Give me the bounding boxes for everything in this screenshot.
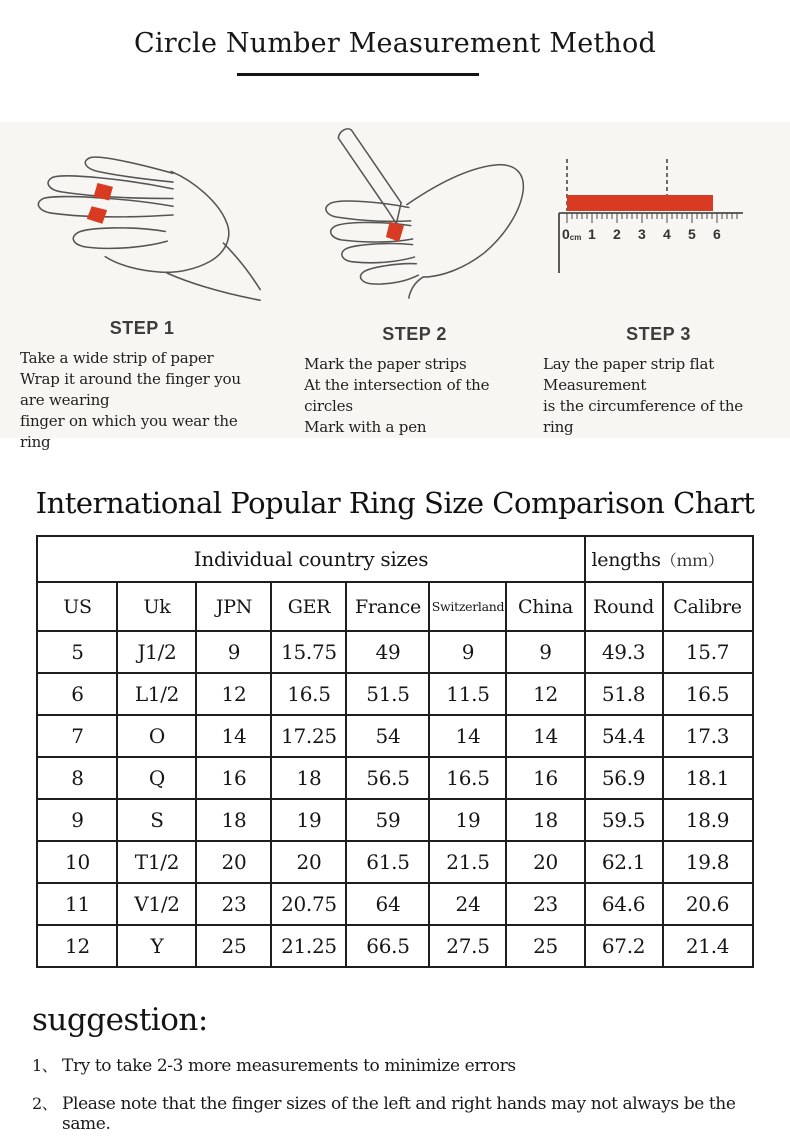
size-row [37,757,752,799]
size-cell: 56.9 [585,757,663,799]
suggestion-item-2-text: Please note that the finger sizes of the left and right hands may not always be the same. [62,1094,736,1134]
col-header-jpn: JPN [196,582,271,631]
size-cell: 59.5 [585,799,663,841]
svg-text:6: 6 [712,226,721,242]
suggestion-item-1-text: Try to take 2-3 more measurements to minimize errors [62,1056,516,1076]
pen-marking-icon [304,122,525,314]
size-cell: 49 [346,631,429,673]
size-cell: 20 [196,841,271,883]
size-cell: 19 [429,799,506,841]
table-body [37,631,752,967]
svg-text:2: 2 [612,226,621,242]
hand-with-paper-strip-illustration [20,122,264,308]
size-cell: 14 [196,715,271,757]
lengths-label: lengths [591,548,661,571]
page-title: Circle Number Measurement Method [134,28,656,59]
table-group-header-row [37,536,752,582]
hand-outline-icon [20,122,264,308]
page-header [0,0,790,76]
size-cell: 18 [506,799,584,841]
size-cell: 54 [346,715,429,757]
size-cell: 16.5 [663,673,753,715]
size-cell: 16.5 [429,757,506,799]
size-cell: 20.6 [663,883,753,925]
col-header-switzerland: Switzerland [429,582,506,631]
size-cell: 20 [506,841,584,883]
paper-strip-flat [567,195,713,211]
size-row [37,883,752,925]
size-cell: 49.3 [585,631,663,673]
size-cell: 5 [37,631,117,673]
ruler-icon [545,143,773,293]
size-cell: Y [117,925,196,967]
size-cell: 21.25 [271,925,346,967]
step-3-column [535,122,784,438]
size-cell: 14 [506,715,584,757]
size-cell: 27.5 [429,925,506,967]
size-cell: O [117,715,196,757]
size-cell: 20.75 [271,883,346,925]
hand-marking-with-pen-illustration [304,122,525,314]
size-row [37,673,752,715]
step-1-line-2: Wrap it around the finger you are wearing [20,370,241,409]
size-cell: 19.8 [663,841,753,883]
ruler-ticks [567,213,737,223]
step-3-line-2: Measurement [543,376,647,394]
size-cell: 67.2 [585,925,663,967]
col-header-china: China [506,582,584,631]
size-cell: 9 [37,799,117,841]
size-cell: 16 [506,757,584,799]
step-3-text [543,354,774,438]
size-cell: S [117,799,196,841]
step-2-line-3: Mark with a pen [304,418,427,436]
step-2-column [286,122,535,438]
col-header-france: France [346,582,429,631]
step-1-column [6,122,286,451]
size-row [37,799,752,841]
suggestion-item-2-number: 2、 [32,1094,58,1113]
size-cell: 15.75 [271,631,346,673]
size-cell: J1/2 [117,631,196,673]
size-cell: 9 [506,631,584,673]
col-header-ger: GER [271,582,346,631]
size-cell: 25 [196,925,271,967]
size-cell: 51.8 [585,673,663,715]
title-underline [237,73,479,76]
step-2-line-1: Mark the paper strips [304,355,467,373]
group-header-country-sizes: Individual country sizes [37,536,584,582]
size-row [37,841,752,883]
size-cell: 18.1 [663,757,753,799]
paper-strip-mark-bottom [87,206,107,223]
size-cell: 62.1 [585,841,663,883]
suggestion-item-2 [32,1091,770,1134]
step-1-line-1: Take a wide strip of paper [20,349,214,367]
size-cell: 16 [196,757,271,799]
size-cell: 12 [196,673,271,715]
svg-text:3: 3 [637,226,646,242]
size-cell: 8 [37,757,117,799]
size-cell: 64 [346,883,429,925]
svg-text:5: 5 [687,226,696,242]
size-cell: 23 [506,883,584,925]
ruler-numbers [562,226,721,242]
size-cell: 18.9 [663,799,753,841]
size-cell: 7 [37,715,117,757]
size-cell: 23 [196,883,271,925]
step-2-line-2: At the intersection of the circles [304,376,490,415]
size-cell: L1/2 [117,673,196,715]
size-cell: 12 [506,673,584,715]
comparison-chart-title: International Popular Ring Size Comparison Chart [35,486,755,520]
col-header-us: US [37,582,117,631]
size-cell: 56.5 [346,757,429,799]
size-cell: 11.5 [429,673,506,715]
step-3-label: STEP 3 [626,324,691,344]
size-row [37,925,752,967]
suggestion-item-1-number: 1、 [32,1056,58,1075]
suggestion-title: suggestion: [32,1002,208,1038]
size-cell: 6 [37,673,117,715]
size-cell: V1/2 [117,883,196,925]
size-cell: 16.5 [271,673,346,715]
ruler-measurement-illustration [543,122,774,314]
svg-text:0cm: 0cm [561,226,581,242]
ring-size-table [36,535,753,968]
size-cell: 25 [506,925,584,967]
svg-text:4: 4 [662,226,671,242]
size-cell: 64.6 [585,883,663,925]
group-header-lengths [585,536,753,582]
col-header-round: Round [585,582,663,631]
size-cell: 24 [429,883,506,925]
size-cell: 15.7 [663,631,753,673]
suggestion-item-1 [32,1053,770,1076]
size-cell: 9 [429,631,506,673]
size-cell: 54.4 [585,715,663,757]
step-1-line-3: finger on which you wear the ring [20,412,238,451]
suggestion-section [32,1002,770,1134]
step-3-line-1: Lay the paper strip flat [543,355,715,373]
size-cell: 17.3 [663,715,753,757]
size-cell: 59 [346,799,429,841]
size-cell: T1/2 [117,841,196,883]
svg-text:1: 1 [587,226,596,242]
size-cell: 9 [196,631,271,673]
size-cell: 21.5 [429,841,506,883]
lengths-unit: （ｍｍ） [660,550,724,570]
size-cell: 10 [37,841,117,883]
measurement-steps-band [0,122,790,451]
step-3-line-3: is the circumference of the ring [543,397,743,436]
size-cell: 51.5 [346,673,429,715]
size-row [37,715,752,757]
size-cell: 19 [271,799,346,841]
size-cell: 18 [271,757,346,799]
step-1-text [20,348,264,453]
size-cell: 17.25 [271,715,346,757]
step-1-label: STEP 1 [109,318,175,338]
size-cell: Q [117,757,196,799]
size-cell: 20 [271,841,346,883]
size-cell: 66.5 [346,925,429,967]
table-column-header-row [37,582,752,631]
step-2-text [304,354,525,438]
size-cell: 21.4 [663,925,753,967]
size-cell: 11 [37,883,117,925]
size-cell: 61.5 [346,841,429,883]
step-2-label: STEP 2 [382,324,447,344]
size-row [37,631,752,673]
col-header-uk: Uk [117,582,196,631]
size-cell: 14 [429,715,506,757]
col-header-calibre: Calibre [663,582,753,631]
size-cell: 12 [37,925,117,967]
size-cell: 18 [196,799,271,841]
